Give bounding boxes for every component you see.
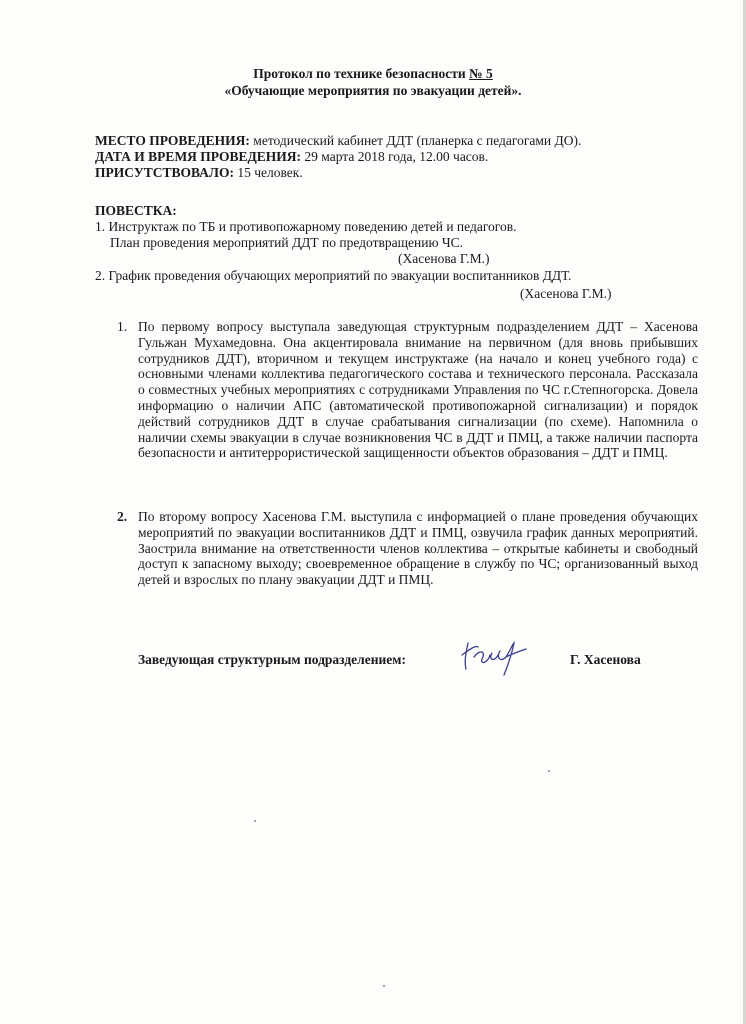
scan-speck (548, 770, 550, 772)
scan-speck (383, 985, 385, 987)
date-label: ДАТА И ВРЕМЯ ПРОВЕДЕНИЯ: (95, 149, 302, 164)
agenda-item-1-line-2: План проведения мероприятий ДДТ по предотвращению ЧС. (110, 235, 464, 250)
handwritten-signature (460, 635, 530, 677)
agenda-item-2-responsible: (Хасенова Г.М.) (520, 286, 612, 301)
signature-label: Заведующая структурным подразделением: (138, 652, 406, 667)
agenda-item-1: 1. Инструктаж по ТБ и противопожарному поведению детей и педагогов. (95, 219, 517, 234)
document-subtitle: «Обучающие мероприятия по эвакуации детей». (224, 83, 522, 98)
place-label: МЕСТО ПРОВЕДЕНИЯ: (95, 133, 250, 148)
present-label: ПРИСУТСТВОВАЛО: (95, 165, 234, 180)
date-line (95, 149, 488, 165)
paragraph-1: По первому вопросу выступала заведующая структурным подразделением ДДТ – Хасенова Гульжан Мухамедовна. Она акцентировала внимание на первичном (для вновь прибывших сотрудников ДДТ), вторичном и текущем инструктаже (на начало и конец учебного года) с основными членами коллектива педагогического состава и технического персонала. Рассказала о совместных учебных мероприятиях с сотрудниками Управления по ЧС г.Степногорска. Довела информацию о наличии АПС (автоматической противопожарной сигнализации) и порядок действий сотрудников ДДТ в случае срабатывания сигнализации (по схеме). Напомнила о наличии схемы эвакуации в случае возникновения ЧС в ДДТ и ПМЦ, а также наличии паспорта безопасности и антитеррористической защищенности объектов образования – ДДТ и ПМЦ. (138, 319, 698, 461)
title-text: Протокол по технике безопасности (253, 66, 470, 81)
paragraph-1-number: 1. (117, 319, 128, 334)
paragraph-2-number: 2. (117, 509, 128, 524)
agenda-item-2: 2. График проведения обучающих мероприятий по эвакуации воспитанников ДДТ. (95, 268, 572, 283)
paragraph-2: По второму вопросу Хасенова Г.М. выступила с информацией о плане проведения обучающих мероприятий по эвакуации воспитанников ДДТ и ПМЦ, озвучила график данных мероприятий. Заострила внимание на ответственности членов коллектива – открытые кабинеты и свободный доступ к запасному выходу; своевременное обращение в службу по ЧС; организованный выход детей и взрослых по плану эвакуации ДДТ и ПМЦ. (138, 509, 698, 588)
present-line (95, 165, 303, 181)
agenda-heading: ПОВЕСТКА: (95, 203, 177, 218)
place-value: методический кабинет ДДТ (планерка с педагогами ДО). (249, 133, 582, 148)
place-line (95, 133, 581, 149)
document-title (0, 66, 746, 82)
signature-name: Г. Хасенова (570, 652, 641, 667)
agenda-item-1-responsible: (Хасенова Г.М.) (398, 251, 490, 266)
date-value: 29 марта 2018 года, 12.00 часов. (301, 149, 489, 164)
present-value: 15 человек. (233, 165, 303, 180)
title-number: № 5 (469, 66, 493, 81)
scan-speck (254, 820, 256, 822)
